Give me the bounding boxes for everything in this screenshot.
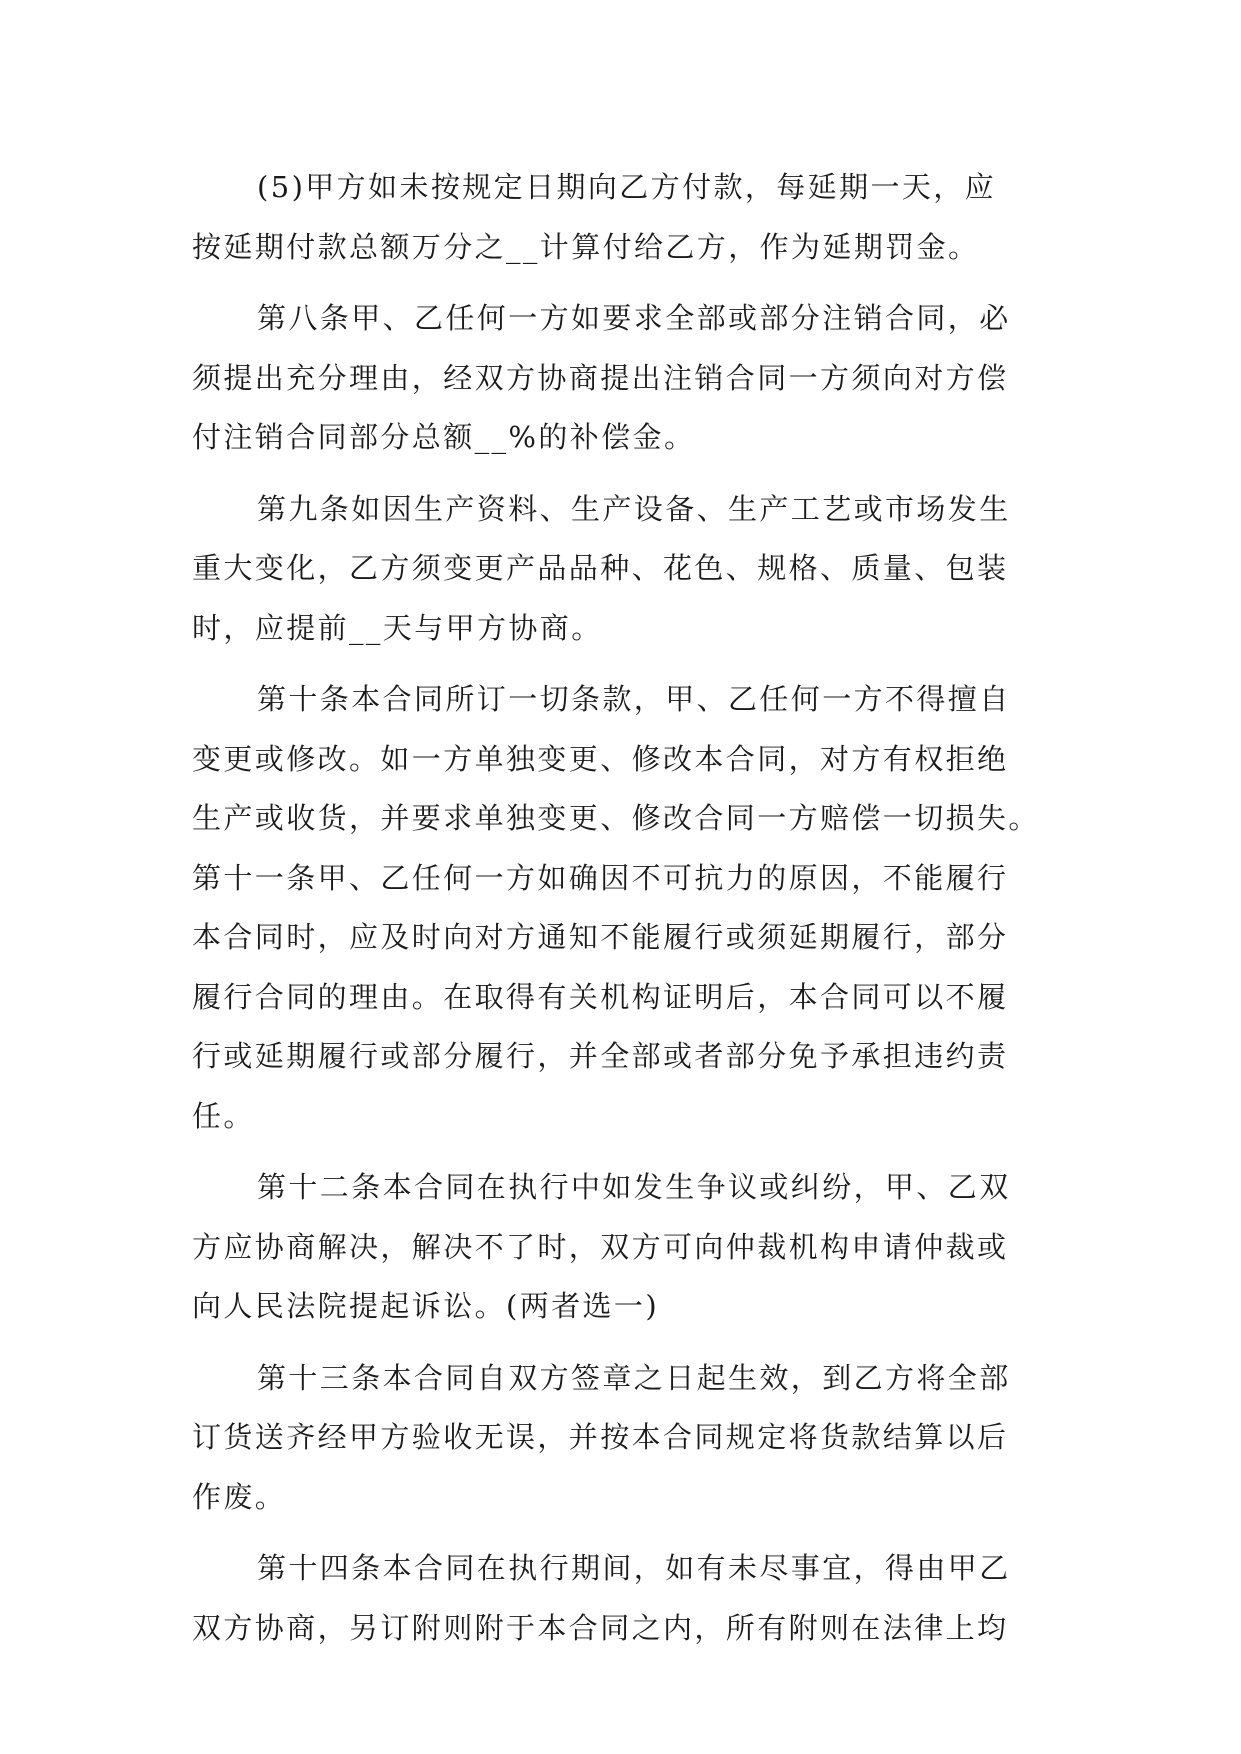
text-line: 第十四条本合同在执行期间，如有未尽事宜，得由甲乙 (257, 1551, 1011, 1585)
text-line: 付注销合同部分总额__%的补偿金。 (192, 420, 696, 454)
text-line: 第十三条本合同自双方签章之日起生效，到乙方将全部 (257, 1360, 1011, 1395)
text-line: 第九条如因生产资料、生产设备、生产工艺或市场发生 (257, 491, 1011, 526)
text-line: 按延期付款总额万分之__计算付给乙方，作为延期罚金。 (192, 229, 980, 264)
paragraph-article-13 (192, 1349, 1050, 1528)
paragraph-article-10-11 (192, 670, 1050, 1146)
text-line: 第十二条本合同在执行中如发生争议或纠纷，甲、乙双 (257, 1170, 1011, 1204)
text-line: 变更或修改。如一方单独变更、修改本合同，对方有权拒绝 (192, 741, 1009, 776)
paragraph-article-8 (192, 289, 1050, 468)
text-line: 订货送齐经甲方验收无误，并按本合同规定将货款结算以后 (192, 1420, 1009, 1454)
text-line: 向人民法院提起诉讼。(两者选一) (192, 1289, 660, 1323)
paragraph-article-12 (192, 1158, 1050, 1337)
text-line: 时，应提前__天与甲方协商。 (192, 610, 603, 645)
text-line: (5)甲方如未按规定日期向乙方付款，每延期一天，应 (257, 170, 997, 204)
paragraph-article-9 (192, 480, 1050, 659)
text-line: 履行合同的理由。在取得有关机构证明后，本合同可以不履 (192, 979, 1009, 1014)
text-line: 第十条本合同所订一切条款，甲、乙任何一方不得擅自 (257, 682, 1011, 716)
text-line: 行或延期履行或部分履行，并全部或者部分免予承担违约责 (192, 1039, 1009, 1073)
text-line: 须提出充分理由，经双方协商提出注销合同一方须向对方偿 (192, 360, 1009, 395)
text-line: 任。 (192, 1098, 255, 1133)
contract-body (192, 158, 1050, 1658)
text-line: 双方协商，另订附则附于本合同之内，所有附则在法律上均 (192, 1610, 1009, 1645)
text-line: 重大变化，乙方须变更产品品种、花色、规格、质量、包装 (192, 551, 1009, 585)
text-line: 作废。 (192, 1479, 287, 1514)
text-line: 本合同时，应及时向对方通知不能履行或须延期履行，部分 (192, 920, 1009, 954)
paragraph-article-14 (192, 1539, 1050, 1658)
paragraph-clause-5 (192, 158, 1050, 277)
text-line: 生产或收货，并要求单独变更、修改合同一方赔偿一切损失。 (192, 801, 1040, 835)
text-line: 第八条甲、乙任何一方如要求全部或部分注销合同，必 (257, 301, 1011, 335)
text-line: 方应协商解决，解决不了时，双方可向仲裁机构申请仲裁或 (192, 1229, 1009, 1264)
text-line: 第十一条甲、乙任何一方如确因不可抗力的原因，不能履行 (192, 860, 1009, 895)
